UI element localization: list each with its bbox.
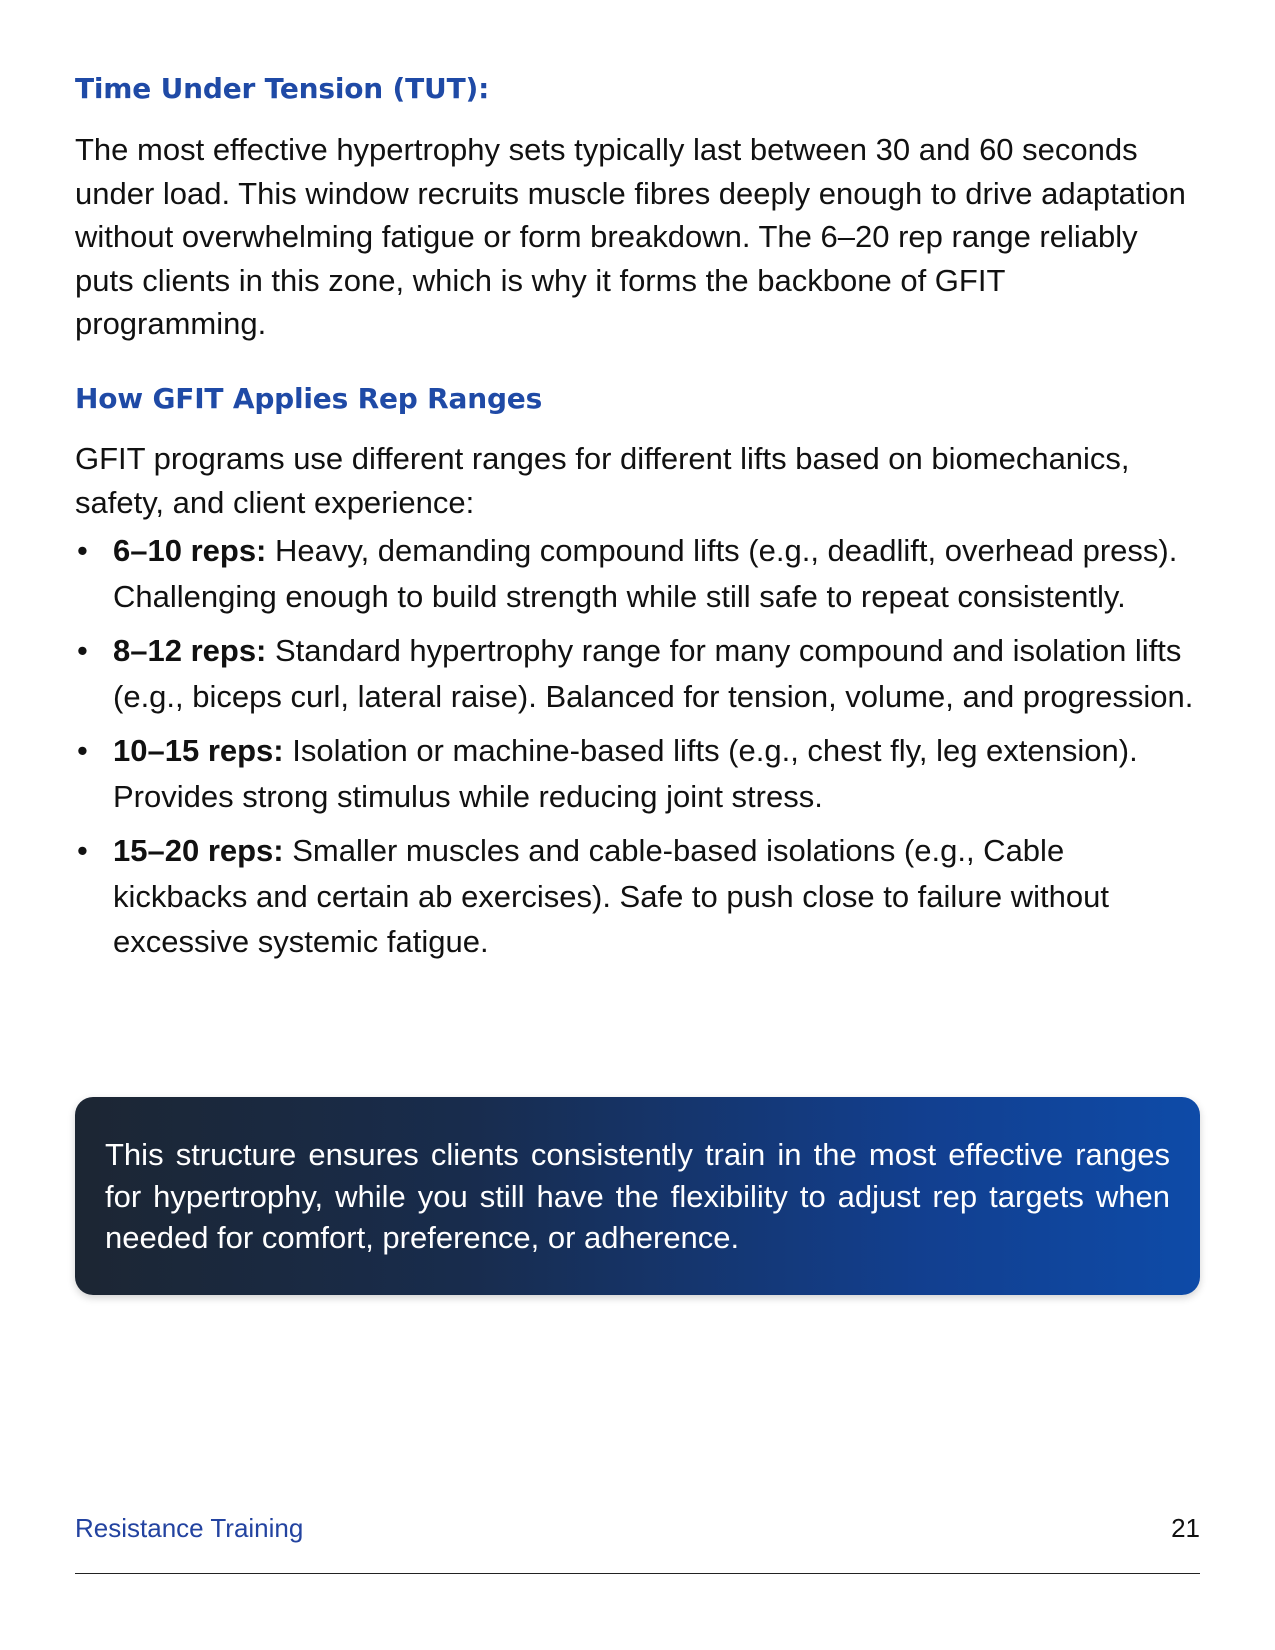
list-item bbox=[75, 828, 1200, 965]
bullet-text: Smaller muscles and cable-based isolations (e.g., Cable kickbacks and certain ab exercises). Safe to push close to failure without excessive systemic fatigue. bbox=[113, 833, 1109, 959]
callout-box bbox=[75, 1097, 1200, 1295]
bullet-label: 15–20 reps: bbox=[113, 833, 284, 868]
bullet-dot-icon: • bbox=[77, 833, 88, 868]
document-page bbox=[75, 0, 1200, 1650]
list-item bbox=[75, 628, 1200, 719]
footer-divider bbox=[75, 1573, 1200, 1574]
callout-text: This structure ensures clients consistently train in the most effective ranges for hypertrophy, while you still have the flexibility to adjust rep targets when needed for comfort, preference, or adherence. bbox=[105, 1137, 1170, 1255]
rep-range-list bbox=[75, 528, 1200, 974]
bullet-dot-icon: • bbox=[77, 733, 88, 768]
bullet-label: 6–10 reps: bbox=[113, 533, 267, 568]
list-item bbox=[75, 528, 1200, 619]
paragraph-time-under-tension: The most effective hypertrophy sets typically last between 30 and 60 seconds under load. This window recruits muscle fibres deeply enough to drive adaptation without overwhelming fatigue or form breakdown. The 6–20 rep range reliably puts clients in this zone, which is why it forms the backbone of GFIT programming. bbox=[75, 132, 1186, 341]
bullet-text: Isolation or machine-based lifts (e.g., chest fly, leg extension). Provides strong stimulus while reducing joint stress. bbox=[113, 733, 1138, 814]
heading-time-under-tension: Time Under Tension (TUT): bbox=[75, 72, 490, 105]
bullet-text: Standard hypertrophy range for many compound and isolation lifts (e.g., biceps curl, lateral raise). Balanced for tension, volume, and progression. bbox=[113, 633, 1194, 714]
bullet-text: Heavy, demanding compound lifts (e.g., deadlift, overhead press). Challenging enough to build strength while still safe to repeat consistently. bbox=[113, 533, 1178, 614]
footer-section-title: Resistance Training bbox=[75, 1513, 304, 1543]
bullet-dot-icon: • bbox=[77, 533, 88, 568]
list-item bbox=[75, 728, 1200, 819]
bullet-label: 8–12 reps: bbox=[113, 633, 267, 668]
bullet-label: 10–15 reps: bbox=[113, 733, 284, 768]
bullet-dot-icon: • bbox=[77, 633, 88, 668]
footer-page-number: 21 bbox=[1171, 1513, 1200, 1543]
heading-how-gfit-applies-rep-ranges: How GFIT Applies Rep Ranges bbox=[75, 382, 543, 415]
paragraph-gfit-intro: GFIT programs use different ranges for different lifts based on biomechanics, safety, and client experience: bbox=[75, 441, 1130, 520]
